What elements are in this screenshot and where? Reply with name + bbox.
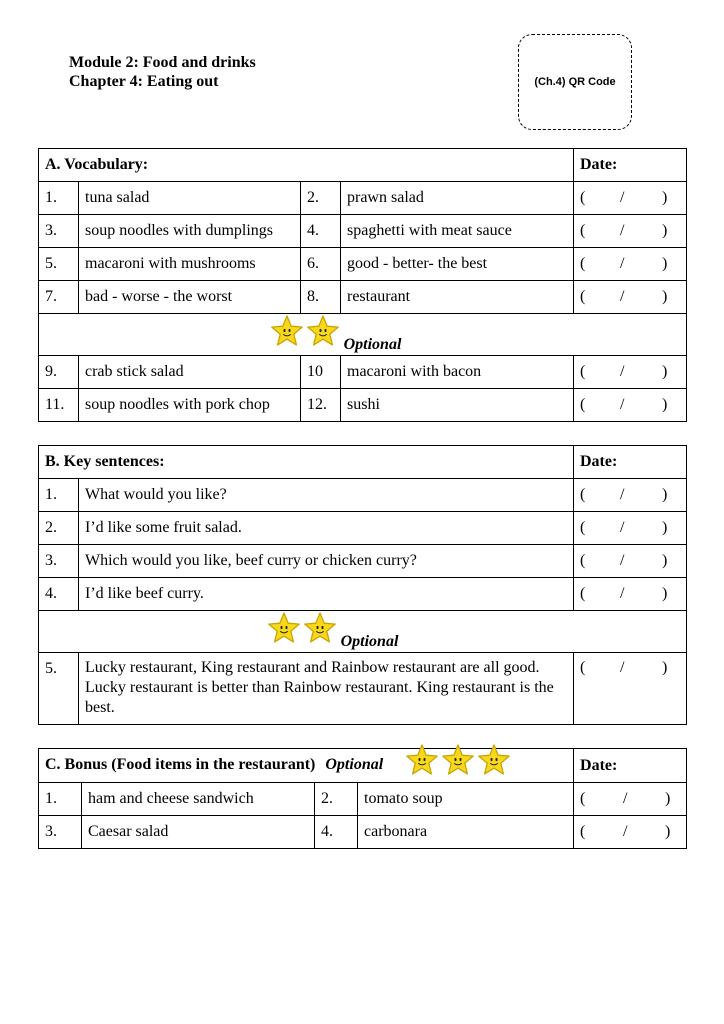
vocab-word: spaghetti with meat sauce xyxy=(341,215,574,248)
smiling-star-icon xyxy=(270,314,304,353)
food-item: tomato soup xyxy=(358,783,574,816)
smiling-star-icon xyxy=(477,743,511,782)
item-number: 2. xyxy=(39,512,79,545)
smiling-star-icon xyxy=(303,611,337,650)
table-row xyxy=(39,356,687,389)
table-row xyxy=(39,281,687,314)
sentence: Which would you like, beef curry or chicken curry? xyxy=(79,545,574,578)
item-number: 1. xyxy=(39,182,79,215)
table-row xyxy=(39,578,687,611)
section-b-title: B. Key sentences: xyxy=(39,446,574,479)
table-row xyxy=(39,389,687,422)
vocab-word: soup noodles with dumplings xyxy=(79,215,301,248)
chapter-title: Chapter 4: Eating out xyxy=(69,73,219,90)
item-number: 7. xyxy=(39,281,79,314)
smiling-star-icon xyxy=(441,743,475,782)
item-number: 2. xyxy=(301,182,341,215)
date-field[interactable]: ( / ) xyxy=(574,783,687,816)
page-heading xyxy=(69,53,256,91)
table-row xyxy=(39,783,687,816)
date-field[interactable]: ( / ) xyxy=(574,182,687,215)
vocab-word: macaroni with mushrooms xyxy=(79,248,301,281)
vocab-word: tuna salad xyxy=(79,182,301,215)
item-number: 4. xyxy=(301,215,341,248)
sentence: What would you like? xyxy=(79,479,574,512)
item-number: 1. xyxy=(39,783,82,816)
date-field[interactable]: ( / ) xyxy=(574,215,687,248)
item-number: 4. xyxy=(39,578,79,611)
smiling-star-icon xyxy=(306,314,340,353)
food-item: Caesar salad xyxy=(82,816,315,849)
section-c-title: C. Bonus (Food items in the restaurant) xyxy=(45,756,316,774)
vocab-word: crab stick salad xyxy=(79,356,301,389)
table-row xyxy=(39,816,687,849)
item-number: 10 xyxy=(301,356,341,389)
date-field[interactable]: ( / ) xyxy=(574,356,687,389)
date-field[interactable]: ( / ) xyxy=(574,512,687,545)
smiling-star-icon xyxy=(267,611,301,650)
qr-code-box[interactable] xyxy=(518,34,632,130)
section-a-title: A. Vocabulary: xyxy=(39,149,574,182)
table-row xyxy=(39,182,687,215)
section-c-header xyxy=(39,749,574,783)
date-field[interactable]: ( / ) xyxy=(574,281,687,314)
date-header: Date: xyxy=(574,446,687,479)
star-group xyxy=(267,611,339,650)
vocab-word: good - better- the best xyxy=(341,248,574,281)
vocab-word: bad - worse - the worst xyxy=(79,281,301,314)
table-row xyxy=(39,248,687,281)
date-header: Date: xyxy=(574,749,687,783)
vocab-word: macaroni with bacon xyxy=(341,356,574,389)
sentence: I’d like beef curry. xyxy=(79,578,574,611)
food-item: ham and cheese sandwich xyxy=(82,783,315,816)
table-row xyxy=(39,545,687,578)
optional-label: Optional xyxy=(343,336,402,353)
date-field[interactable]: ( / ) xyxy=(574,653,687,725)
qr-code-label: (Ch.4) QR Code xyxy=(534,76,616,88)
sentence: I’d like some fruit salad. xyxy=(79,512,574,545)
item-number: 3. xyxy=(39,215,79,248)
item-number: 6. xyxy=(301,248,341,281)
table-row xyxy=(39,479,687,512)
food-item: carbonara xyxy=(358,816,574,849)
item-number: 2. xyxy=(315,783,358,816)
item-number: 1. xyxy=(39,479,79,512)
date-field[interactable]: ( / ) xyxy=(574,816,687,849)
item-number: 3. xyxy=(39,545,79,578)
vocab-word: sushi xyxy=(341,389,574,422)
star-group xyxy=(405,743,513,782)
vocab-word: prawn salad xyxy=(341,182,574,215)
optional-divider xyxy=(39,314,687,356)
bonus-table xyxy=(38,748,687,849)
table-row xyxy=(39,653,687,725)
key-sentences-table xyxy=(38,445,687,725)
table-row xyxy=(39,215,687,248)
item-number: 11. xyxy=(39,389,79,422)
item-number: 5. xyxy=(39,248,79,281)
item-number: 3. xyxy=(39,816,82,849)
smiling-star-icon xyxy=(405,743,439,782)
optional-label: Optional xyxy=(340,633,399,650)
vocabulary-table xyxy=(38,148,687,422)
item-number: 5. xyxy=(39,653,79,725)
table-row xyxy=(39,512,687,545)
date-field[interactable]: ( / ) xyxy=(574,248,687,281)
date-field[interactable]: ( / ) xyxy=(574,545,687,578)
date-field[interactable]: ( / ) xyxy=(574,479,687,512)
sentence: Lucky restaurant, King restaurant and Rainbow restaurant are all good. Lucky restaurant is better than Rainbow restaurant. King restaurant is the best. xyxy=(79,653,574,725)
date-field[interactable]: ( / ) xyxy=(574,578,687,611)
item-number: 12. xyxy=(301,389,341,422)
item-number: 8. xyxy=(301,281,341,314)
star-group xyxy=(270,314,342,353)
date-header: Date: xyxy=(574,149,687,182)
vocab-word: restaurant xyxy=(341,281,574,314)
module-title: Module 2: Food and drinks xyxy=(69,54,256,71)
item-number: 9. xyxy=(39,356,79,389)
item-number: 4. xyxy=(315,816,358,849)
optional-label: Optional xyxy=(325,756,384,774)
optional-divider xyxy=(39,611,687,653)
vocab-word: soup noodles with pork chop xyxy=(79,389,301,422)
date-field[interactable]: ( / ) xyxy=(574,389,687,422)
